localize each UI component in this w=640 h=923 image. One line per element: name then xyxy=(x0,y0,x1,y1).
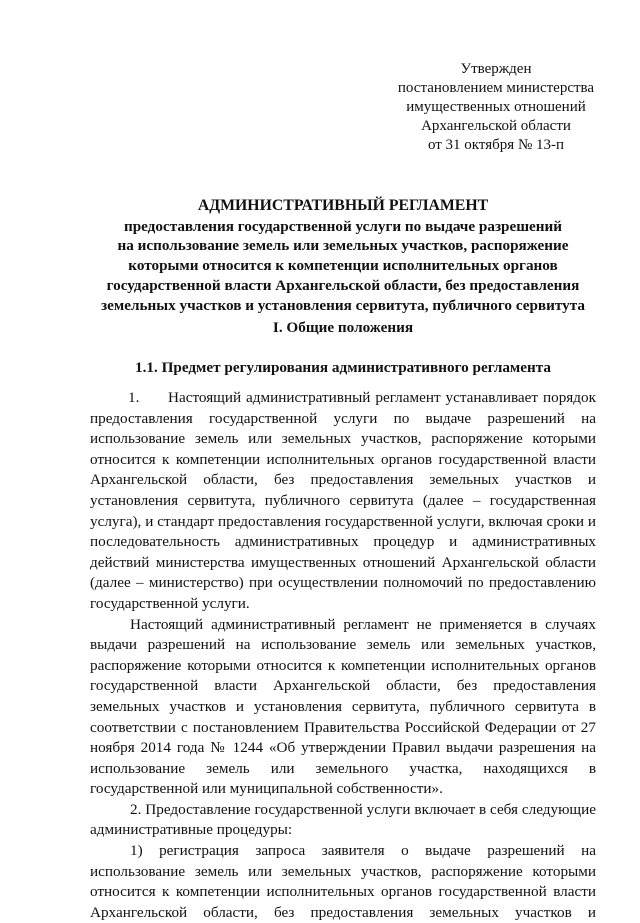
paragraph-2: Настоящий административный регламент не применяется в случаях выдачи разрешений на использование земель или земельных участков, распоряжение которыми относится к компетенции исполнительных органов государственной власти Архангельской области, без предоставления земельных участков и установления сервитута, публичного сервитута в соответствии с постановлением Правительства Российской Федерации от 27 ноября 2014 года № 1244 «Об утверждении Правил выдачи разрешения на использование земель или земельного участка, находящихся в государственной или муниципальной собственности». xyxy=(90,615,596,798)
document-subtitle-line: государственной власти Архангельской области, без предоставления xyxy=(106,276,580,294)
approval-line: Архангельской области xyxy=(421,118,571,134)
section-heading-general: I. Общие положения xyxy=(272,319,414,336)
paragraph-4: 1) регистрация запроса заявителя о выдаче разрешений на использование земель или земельных участков, распоряжение которыми относится к компетенции исполнительных органов государственной власти Архангельской области, без предоставления земельных участков и xyxy=(90,842,596,921)
approval-line: от 31 октября № 13-п xyxy=(427,137,565,153)
document-body xyxy=(90,388,596,923)
document-subtitle-line: на использование земель или земельных участков, распоряжение xyxy=(117,237,569,255)
document-subtitle-line: земельных участков и установления сервитута, публичного сервитута xyxy=(101,296,585,314)
approval-line: Утвержден xyxy=(460,61,532,77)
document-title: АДМИНИСТРАТИВНЫЙ РЕГЛАМЕНТ xyxy=(197,197,489,214)
approval-line: постановлением министерства xyxy=(397,80,595,96)
paragraph-number: 1. xyxy=(128,389,140,406)
paragraph-text: Настоящий административный регламент устанавливает порядок предоставления государственной услуги по выдаче разрешений на использование земель или земельных участков, распоряжение которыми относится к компетенции исполнительных органов государственной власти Архангельской области, без предоставления земельных участков и установления сервитута, публичного сервитута (далее – государственная услуга), и стандарт предоставления государственной услуги, включая сроки и последовательность административных процедур и административных действий министерства имущественных отношений Архангельской области (далее – министерство) при осуществлении полномочий по предоставлению государственной услуги. xyxy=(90,389,596,612)
document-heading xyxy=(86,196,600,315)
approval-stamp xyxy=(392,60,600,155)
subsection-heading-subject: 1.1. Предмет регулирования административного регламента xyxy=(134,359,552,376)
paragraph-3: 2. Предоставление государственной услуги включает в себя следующие административные процедуры: xyxy=(90,800,596,839)
document-subtitle-line: предоставления государственной услуги по выдаче разрешений xyxy=(123,217,563,235)
approval-line: имущественных отношений xyxy=(406,99,586,115)
document-subtitle-line: которыми относится к компетенции исполнительных органов xyxy=(128,257,558,275)
paragraph-1 xyxy=(90,388,596,615)
